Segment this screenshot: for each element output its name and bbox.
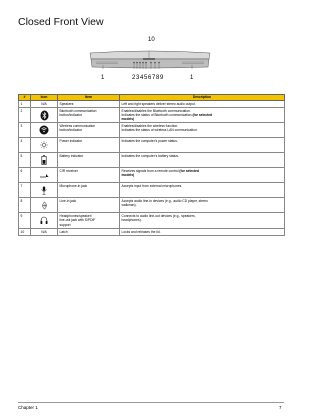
description-text: headphones). [121, 218, 142, 223]
row-number: 7 [19, 183, 31, 198]
front-view-table [18, 94, 285, 236]
row-number: 3 [19, 123, 31, 138]
description-line [122, 184, 283, 188]
page-title: Closed Front View [18, 16, 104, 28]
row-item [58, 213, 120, 229]
row-item [58, 153, 120, 168]
item-line: Battery indicator [59, 154, 84, 159]
row-item [58, 198, 120, 213]
row-description [120, 213, 285, 229]
description-line [122, 102, 283, 106]
item-line: support [59, 222, 71, 227]
table-row [19, 101, 285, 108]
microphone-icon [31, 186, 57, 195]
description-text: Locks and releases the lid. [121, 230, 161, 235]
description-line [122, 154, 283, 158]
line-in-icon [31, 201, 57, 210]
description-emphasis: models) [121, 173, 135, 178]
callout-8: 8 [156, 75, 160, 81]
description-line [122, 173, 283, 177]
footer-chapter: Chapter 1 [18, 405, 38, 410]
headphones-icon [31, 216, 57, 225]
callout-4: 4 [140, 75, 144, 81]
table-row [19, 198, 285, 213]
description-line [122, 117, 283, 121]
description-emphasis: models) [121, 117, 135, 122]
row-number: 2 [19, 108, 31, 123]
item-line: Headphones/speaker/ [59, 214, 92, 219]
item-line: Line-in jack [59, 199, 77, 204]
description-text: Indicates the status of wireless LAN communication. [121, 128, 198, 133]
table-row [19, 213, 285, 229]
row-icon-cell [31, 138, 58, 153]
callout-3: 3 [136, 75, 140, 81]
row-description [120, 198, 285, 213]
item-line: Latch [59, 230, 68, 235]
callout-9: 9 [160, 75, 164, 81]
item-line: line-out jack with S/PDIF [59, 218, 96, 223]
description-text: Connects to audio line-out devices (e.g., speakers, [121, 214, 196, 219]
row-item [58, 229, 120, 236]
table-row [19, 168, 285, 183]
row-item [58, 138, 120, 153]
row-icon-cell [31, 213, 58, 229]
description-text: Receives signals from a remote control [121, 169, 180, 174]
item-line: Microphone-in jack [59, 184, 88, 189]
laptop-front-illustration [88, 50, 212, 69]
row-description [120, 168, 285, 183]
row-description [120, 138, 285, 153]
item-line: CIR receiver [59, 169, 78, 174]
row-number: 6 [19, 168, 31, 183]
row-description [120, 229, 285, 236]
table-row [19, 229, 285, 236]
footer-page-number: 7 [279, 405, 282, 410]
row-item [58, 168, 120, 183]
row-number: 8 [19, 198, 31, 213]
row-number: 4 [19, 138, 31, 153]
table-row [19, 153, 285, 168]
header-number: # [19, 95, 31, 101]
callout-6: 6 [148, 75, 152, 81]
row-description [120, 101, 285, 108]
row-description [120, 153, 285, 168]
row-icon-cell [31, 168, 58, 183]
callout-1-right: 1 [190, 75, 194, 81]
item-line: Wireless communication [59, 124, 96, 129]
description-text: Enables/disables the Bluetooth communication. [121, 109, 191, 114]
description-text: Enables/disables the wireless function. [121, 124, 179, 129]
description-text: Accepts input from external microphones. [121, 184, 183, 189]
callout-labels [88, 75, 212, 85]
table-row [19, 123, 285, 138]
callout-2: 2 [132, 75, 136, 81]
row-icon-na: N/A [31, 101, 58, 108]
row-icon-cell [31, 198, 58, 213]
wireless-icon [31, 125, 57, 135]
row-description [120, 108, 285, 123]
item-line: Speakers [59, 102, 74, 106]
row-description [120, 183, 285, 198]
row-icon-na: N/A [31, 229, 58, 236]
callout-7: 7 [152, 75, 156, 81]
description-line [122, 139, 283, 143]
table-row [19, 138, 285, 153]
item-line: Bluetooth communication [59, 109, 97, 114]
row-number: 10 [19, 229, 31, 236]
header-item: Item [58, 95, 120, 101]
row-item [58, 101, 120, 108]
description-text: walkman). [121, 203, 137, 208]
cir-icon [31, 173, 57, 178]
item-line: button/indicator [59, 113, 83, 118]
item-line: Power indicator [59, 139, 83, 144]
description-line [122, 203, 283, 207]
power-icon [31, 141, 57, 149]
battery-icon [31, 155, 57, 165]
description-text: Accepts audio line-in devices (e.g., audio CD player, stereo [121, 199, 208, 204]
footer-divider [18, 402, 284, 403]
item-line: button/indicator [59, 128, 83, 133]
row-icon-cell [31, 153, 58, 168]
bluetooth-icon [31, 110, 57, 121]
description-line [122, 128, 283, 132]
row-number: 9 [19, 213, 31, 229]
callout-latch: 10 [148, 37, 155, 43]
description-line [122, 218, 283, 222]
row-item [58, 183, 120, 198]
description-text: Indicates the computer’s battery status. [121, 154, 179, 159]
description-text: Indicates the computer’s power status. [121, 139, 178, 144]
description-line [122, 230, 283, 234]
row-number: 1 [19, 101, 31, 108]
row-number: 5 [19, 153, 31, 168]
closed-front-view-figure [88, 37, 212, 87]
header-description: Description [120, 95, 285, 101]
row-description [120, 123, 285, 138]
row-item [58, 108, 120, 123]
row-icon-cell [31, 123, 58, 138]
table-row [19, 108, 285, 123]
description-text: Left and right speakers deliver stereo audio output. [121, 102, 196, 106]
description-emphasis: (for selected [192, 113, 213, 118]
description-text: Indicates the status of Bluetooth communication [121, 113, 193, 118]
header-icon: Icon [31, 95, 58, 101]
description-emphasis: (for selected [179, 169, 200, 174]
row-item [58, 123, 120, 138]
callout-5: 5 [144, 75, 148, 81]
row-icon-cell [31, 108, 58, 123]
row-icon-cell [31, 183, 58, 198]
table-row [19, 183, 285, 198]
callout-1-left: 1 [101, 75, 105, 81]
